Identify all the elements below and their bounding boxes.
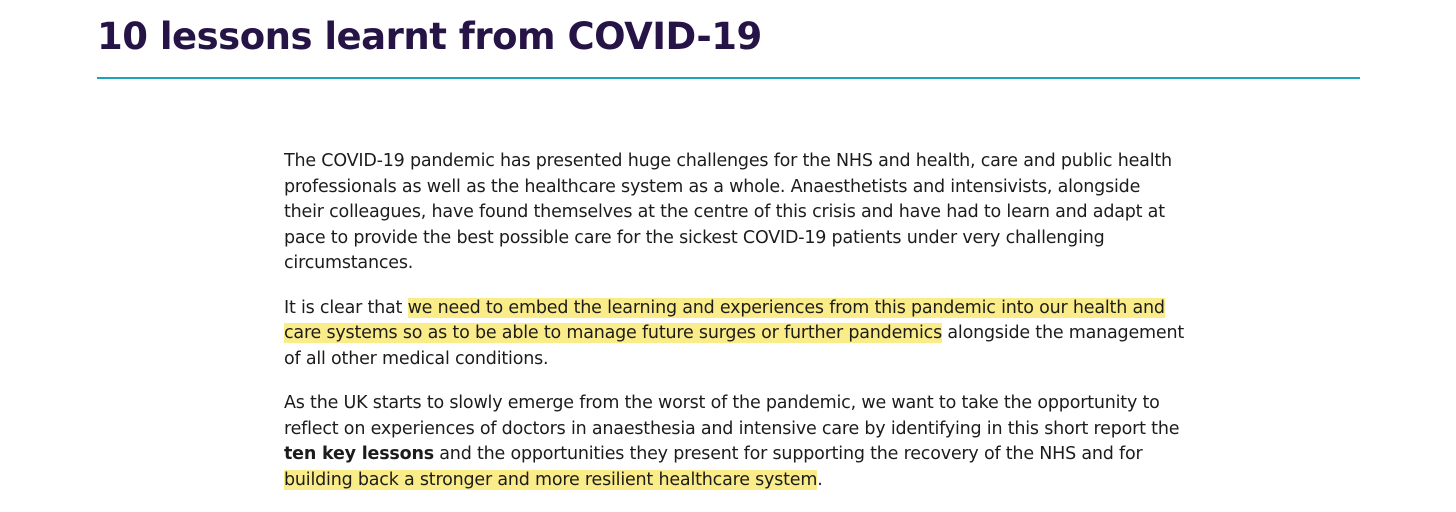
- paragraph-text: As the UK starts to slowly emerge from the worst of the pandemic, we want to take the opportunity to reflect on experiences of doctors in anaesthesia and intensive care by identifying in this short report the: [284, 393, 1180, 439]
- paragraph-text: .: [817, 469, 823, 490]
- article-body: [284, 149, 1184, 512]
- page-header: [97, 0, 1360, 79]
- paragraph-intro: [284, 149, 1184, 277]
- paragraph-ten-lessons: [284, 391, 1184, 493]
- paragraph-text: It is clear that: [284, 297, 408, 318]
- paragraph-text: and the opportunities they present for supporting the recovery of the NHS and for: [433, 444, 1143, 464]
- paragraph-intro-text: The COVID-19 pandemic has presented huge challenges for the NHS and health, care and public health professionals as well as the healthcare system as a whole. Anaesthetists and intensivists, alongside their colleagues, have found themselves at the centre of this crisis and have had to learn and adapt at pace to provide the best possible care for the sickest COVID-19 patients under very challenging circumstances.: [284, 151, 1172, 273]
- page-title: 10 lessons learnt from COVID-19: [97, 15, 762, 58]
- highlighted-text: building back a stronger and more resilient healthcare system: [284, 469, 818, 490]
- paragraph-embed-learning: [284, 296, 1184, 373]
- bold-text: ten key lessons: [284, 444, 434, 464]
- highlighted-text: we need to embed the learning and experiences from this pandemic into our health and care systems so as to be able to manage future surges or further pandemics: [284, 297, 1165, 343]
- paragraph-text: alongside the management of all other medical conditions.: [284, 323, 1184, 369]
